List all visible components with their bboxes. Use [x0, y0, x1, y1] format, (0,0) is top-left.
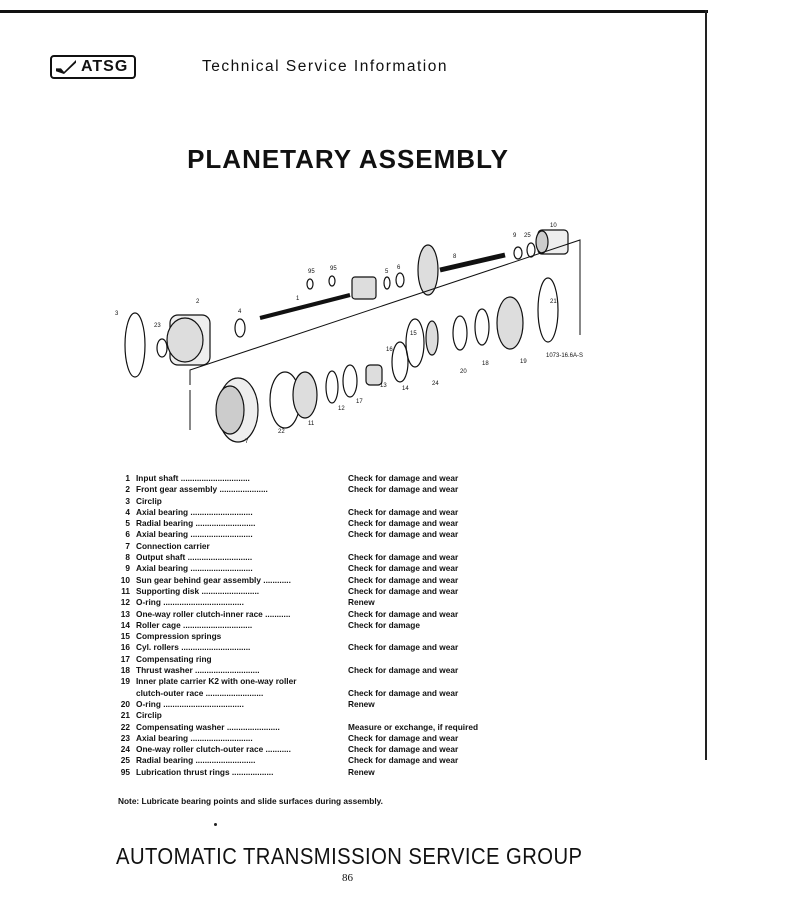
part-name: O-ring ................................... — [136, 597, 244, 608]
exploded-view-diagram — [110, 215, 590, 460]
part-action: Check for damage and wear — [348, 552, 459, 563]
part-num: 8 — [125, 552, 130, 563]
svg-text:13: 13 — [380, 383, 387, 389]
svg-text:16: 16 — [386, 347, 393, 353]
svg-text:17: 17 — [356, 399, 363, 405]
atsg-logo — [50, 55, 136, 79]
part-name: Radial bearing .......................... — [136, 518, 256, 529]
speck — [214, 823, 217, 826]
svg-text:19: 19 — [520, 359, 527, 365]
parts-row — [112, 620, 492, 631]
part-num: 18 — [120, 665, 130, 676]
part-num: 7 — [125, 540, 130, 551]
parts-row — [112, 676, 492, 687]
parts-row — [112, 586, 492, 597]
parts-row — [112, 518, 492, 529]
part-action: Check for damage and wear — [348, 585, 459, 596]
parts-row — [112, 575, 492, 586]
part-name: O-ring ................................... — [136, 698, 244, 709]
part-num: 20 — [120, 698, 130, 709]
page-number: 86 — [342, 872, 353, 884]
footer-title: AUTOMATIC TRANSMISSION SERVICE GROUP — [116, 843, 583, 869]
parts-row — [112, 473, 492, 484]
svg-text:8: 8 — [453, 254, 457, 260]
part-action: Renew — [348, 766, 375, 777]
svg-text:7: 7 — [245, 439, 249, 445]
parts-row — [112, 665, 492, 676]
svg-text:14: 14 — [402, 386, 409, 392]
part-num: 19 — [120, 676, 130, 687]
part-name: One-way roller clutch-outer race ........... — [136, 744, 291, 755]
part-name: One-way roller clutch-inner race ........... — [136, 608, 291, 619]
part-action: Check for damage and wear — [348, 529, 459, 540]
part-num: 1 — [125, 473, 130, 483]
part-name: Output shaft ............................ — [136, 552, 253, 563]
parts-row — [112, 710, 492, 721]
part-action: Check for damage and wear — [348, 518, 459, 529]
part-name: Sun gear behind gear assembly ............ — [136, 574, 291, 585]
part-num: 13 — [120, 608, 130, 619]
part-action: Check for damage and wear — [348, 473, 459, 483]
part-name: Cyl. rollers .............................. — [136, 642, 251, 653]
parts-row — [112, 529, 492, 540]
svg-text:15: 15 — [410, 331, 417, 337]
parts-row — [112, 507, 492, 518]
top-rule — [0, 10, 708, 13]
part-action: Check for damage and wear — [348, 506, 459, 517]
part-num: 24 — [120, 744, 130, 755]
part-action: Renew — [348, 698, 375, 709]
svg-text:2: 2 — [196, 299, 200, 305]
part-action: Measure or exchange, if required — [348, 721, 479, 732]
svg-text:11: 11 — [308, 421, 315, 427]
right-rule — [705, 10, 707, 760]
svg-text:24: 24 — [432, 381, 439, 387]
part-action — [348, 676, 492, 687]
svg-text:6: 6 — [397, 265, 401, 271]
part-name: Circlip — [136, 495, 162, 506]
svg-text:12: 12 — [338, 406, 345, 412]
parts-row — [112, 552, 492, 563]
part-name: Axial bearing ........................... — [136, 506, 253, 517]
parts-list — [112, 473, 492, 778]
part-action — [348, 631, 492, 642]
part-num: 21 — [120, 710, 130, 721]
part-action — [348, 710, 492, 721]
parts-row — [112, 541, 492, 552]
part-name: Axial bearing ........................... — [136, 529, 253, 540]
assembly-note: Note: Lubricate bearing points and slide surfaces during assembly. — [118, 796, 383, 806]
svg-text:10: 10 — [550, 223, 557, 229]
part-name: Axial bearing ........................... — [136, 563, 253, 574]
svg-text:22: 22 — [278, 429, 285, 435]
svg-text:3: 3 — [115, 311, 119, 317]
parts-row — [112, 654, 492, 665]
part-num: 10 — [120, 574, 130, 585]
part-num: 14 — [120, 619, 130, 630]
part-name: Compensating ring — [136, 653, 212, 664]
part-action: Check for damage and wear — [348, 574, 459, 585]
part-name: Roller cage .............................. — [136, 619, 253, 630]
part-num: 23 — [120, 732, 130, 743]
svg-text:18: 18 — [482, 361, 489, 367]
part-action — [348, 654, 492, 665]
part-action — [348, 541, 492, 552]
parts-row — [112, 496, 492, 507]
parts-row — [112, 699, 492, 710]
svg-text:1: 1 — [296, 296, 300, 302]
parts-row — [112, 563, 492, 574]
lower-assembly — [216, 342, 408, 442]
part-name: Axial bearing ........................... — [136, 732, 253, 743]
part-action: Check for damage and wear — [348, 608, 459, 619]
logo-text: ATSG — [81, 58, 129, 75]
part-action: Check for damage and wear — [348, 744, 459, 755]
part-name: Supporting disk ......................... — [136, 585, 260, 596]
part-name: Thrust washer ............................ — [136, 665, 260, 676]
parts-row — [112, 631, 492, 642]
parts-row — [112, 642, 492, 653]
part-action: Check for damage and wear — [348, 484, 459, 495]
parts-row — [112, 597, 492, 608]
part-num: 17 — [120, 653, 130, 664]
svg-text:5: 5 — [385, 269, 389, 275]
svg-text:1073-16.6A-S: 1073-16.6A-S — [546, 353, 584, 359]
part-num: 12 — [120, 597, 130, 608]
part-action: Check for damage and wear — [348, 665, 459, 676]
part-num: 2 — [125, 484, 130, 495]
part-num: 25 — [120, 755, 130, 766]
part-action — [348, 496, 492, 507]
part-num: 11 — [121, 585, 130, 596]
svg-text:9: 9 — [513, 233, 517, 239]
part-action: Check for damage — [348, 619, 420, 630]
parts-row — [112, 609, 492, 620]
checkmark-icon — [56, 60, 76, 74]
svg-text:25: 25 — [524, 233, 531, 239]
part-action: Check for damage and wear — [348, 732, 459, 743]
part-num: 6 — [125, 529, 130, 540]
part-name: Front gear assembly ..................... — [136, 484, 268, 495]
part-num: 5 — [125, 518, 130, 529]
svg-text:95: 95 — [308, 269, 315, 275]
svg-text:21: 21 — [550, 299, 557, 305]
svg-text:4: 4 — [238, 309, 242, 315]
svg-text:23: 23 — [154, 323, 161, 329]
part-num: 95 — [120, 766, 130, 777]
page-title: PLANETARY ASSEMBLY — [187, 144, 509, 174]
parts-row — [112, 767, 492, 778]
part-name: Lubrication thrust rings .................. — [136, 766, 274, 777]
parts-row — [112, 733, 492, 744]
part-num: 16 — [120, 642, 130, 653]
header-title: Technical Service Information — [202, 58, 448, 75]
part-name: Inner plate carrier K2 with one-way roller — [136, 676, 297, 687]
part-name: Compression springs — [136, 631, 222, 642]
parts-row — [112, 722, 492, 733]
part-name: Connection carrier — [136, 540, 210, 551]
part-num: 3 — [125, 495, 130, 506]
parts-row — [112, 484, 492, 495]
part-num: 9 — [125, 563, 130, 574]
svg-text:20: 20 — [460, 369, 467, 375]
part-action: Check for damage and wear — [348, 642, 459, 653]
parts-row — [112, 755, 492, 766]
part-name: Circlip — [136, 710, 162, 721]
part-name: clutch-outer race ......................... — [136, 687, 264, 698]
svg-text:95: 95 — [330, 266, 337, 272]
parts-row — [112, 688, 492, 699]
part-num: 4 — [125, 506, 130, 517]
parts-row — [112, 744, 492, 755]
part-name: Compensating washer ....................... — [136, 721, 280, 732]
part-action: Renew — [348, 597, 375, 608]
part-num: 15 — [120, 631, 130, 642]
upper-assembly — [125, 230, 568, 377]
part-name: Input shaft .............................. — [136, 473, 250, 483]
part-action: Check for damage and wear — [348, 755, 459, 766]
part-name: Radial bearing .......................... — [136, 755, 256, 766]
part-action: Check for damage and wear — [348, 687, 459, 698]
part-action: Check for damage and wear — [348, 563, 459, 574]
part-num — [112, 688, 130, 699]
part-num: 22 — [120, 721, 130, 732]
